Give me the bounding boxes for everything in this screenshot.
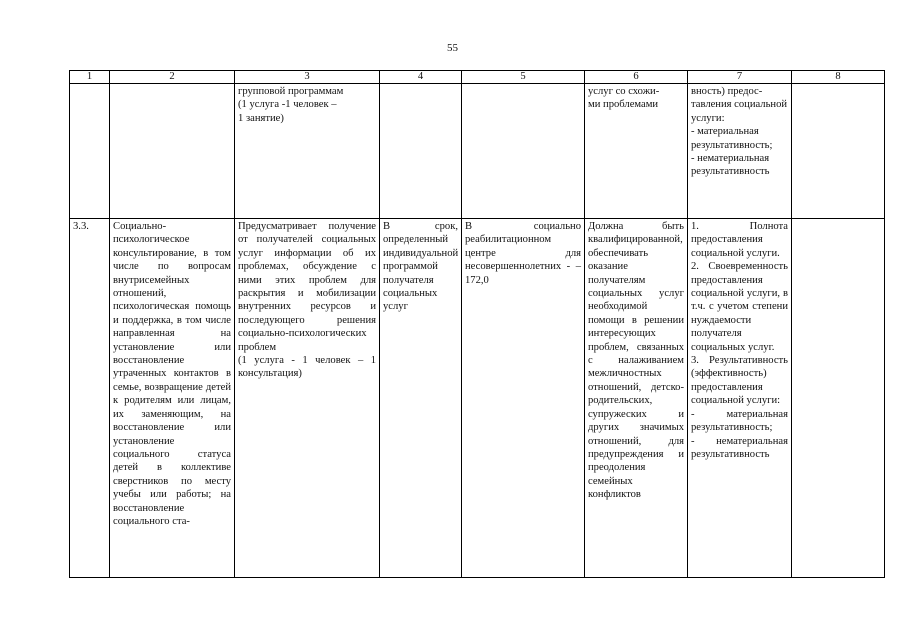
service-notes-cell [792, 219, 885, 578]
row-number-cell [70, 84, 110, 219]
service-conditions-cell: Должна быть квалифицированной, обеспечивать оказание получателям социальных услуг необходимой помощи в решении интересующих проблем, связанных с налаживанием межличностных отношений, детско-родительских, супружеских и других значимых отношений, для предупреждения и преодоления семейных конфликтов [585, 219, 688, 578]
column-number: 5 [462, 71, 585, 84]
table-row-3-3 [70, 219, 885, 578]
table-row-continued [70, 84, 885, 219]
service-term-cell [380, 84, 462, 219]
service-conditions-cell: услуг со схожи- ми проблемами [585, 84, 688, 219]
page-number: 55 [447, 42, 458, 54]
column-number-row [70, 71, 885, 84]
service-quality-cell: вность) предос- тавления социальной услуги: - материальная результативность; - нематериальная результативность [688, 84, 792, 219]
service-notes-cell [792, 84, 885, 219]
column-number: 4 [380, 71, 462, 84]
column-number: 8 [792, 71, 885, 84]
service-tariff-cell: В социально реабилитационном центре для несовершеннолетних - –172,0 [462, 219, 585, 578]
column-number: 3 [235, 71, 380, 84]
column-number: 1 [70, 71, 110, 84]
column-number: 7 [688, 71, 792, 84]
column-number: 6 [585, 71, 688, 84]
service-term-cell: В срок, определенный индивидуальной программой получателя социальных услуг [380, 219, 462, 578]
service-description-cell: Предусматривает получение от получателей социальных услуг информации об их проблемах, обсуждение с ними этих проблем для раскрытия и мобилизации внутренних ресурсов и последующего решения социально-психологических проблем (1 услуга - 1 человек – 1 консультация) [235, 219, 380, 578]
service-quality-cell: 1. Полнота предоставления социальной услуги. 2. Своевременность предоставления социальной услуги, в т.ч. с учетом степени нуждаемости получателя социальных услуг. 3. Результативность (эффективность) предоставления социальной услуги: - материальная результативность; - нематериальная результативность [688, 219, 792, 578]
services-table [69, 70, 885, 578]
column-number: 2 [110, 71, 235, 84]
service-description-cell: групповой программам (1 услуга -1 человек – 1 занятие) [235, 84, 380, 219]
row-number-cell: 3.3. [70, 219, 110, 578]
service-name-cell [110, 84, 235, 219]
service-name-cell: Социально-психологическое консультирование, в том числе по вопросам внутрисемейных отношений, психологическая помощь и поддержка, в том числе направленная на установление или восстановление утраченных контактов в семье, возвращение детей к родителям или лицам, их заменяющим, на восстановление или установление социального статуса детей в коллективе сверстников по месту учебы или работы; на восстановление социального ста- [110, 219, 235, 578]
service-tariff-cell [462, 84, 585, 219]
